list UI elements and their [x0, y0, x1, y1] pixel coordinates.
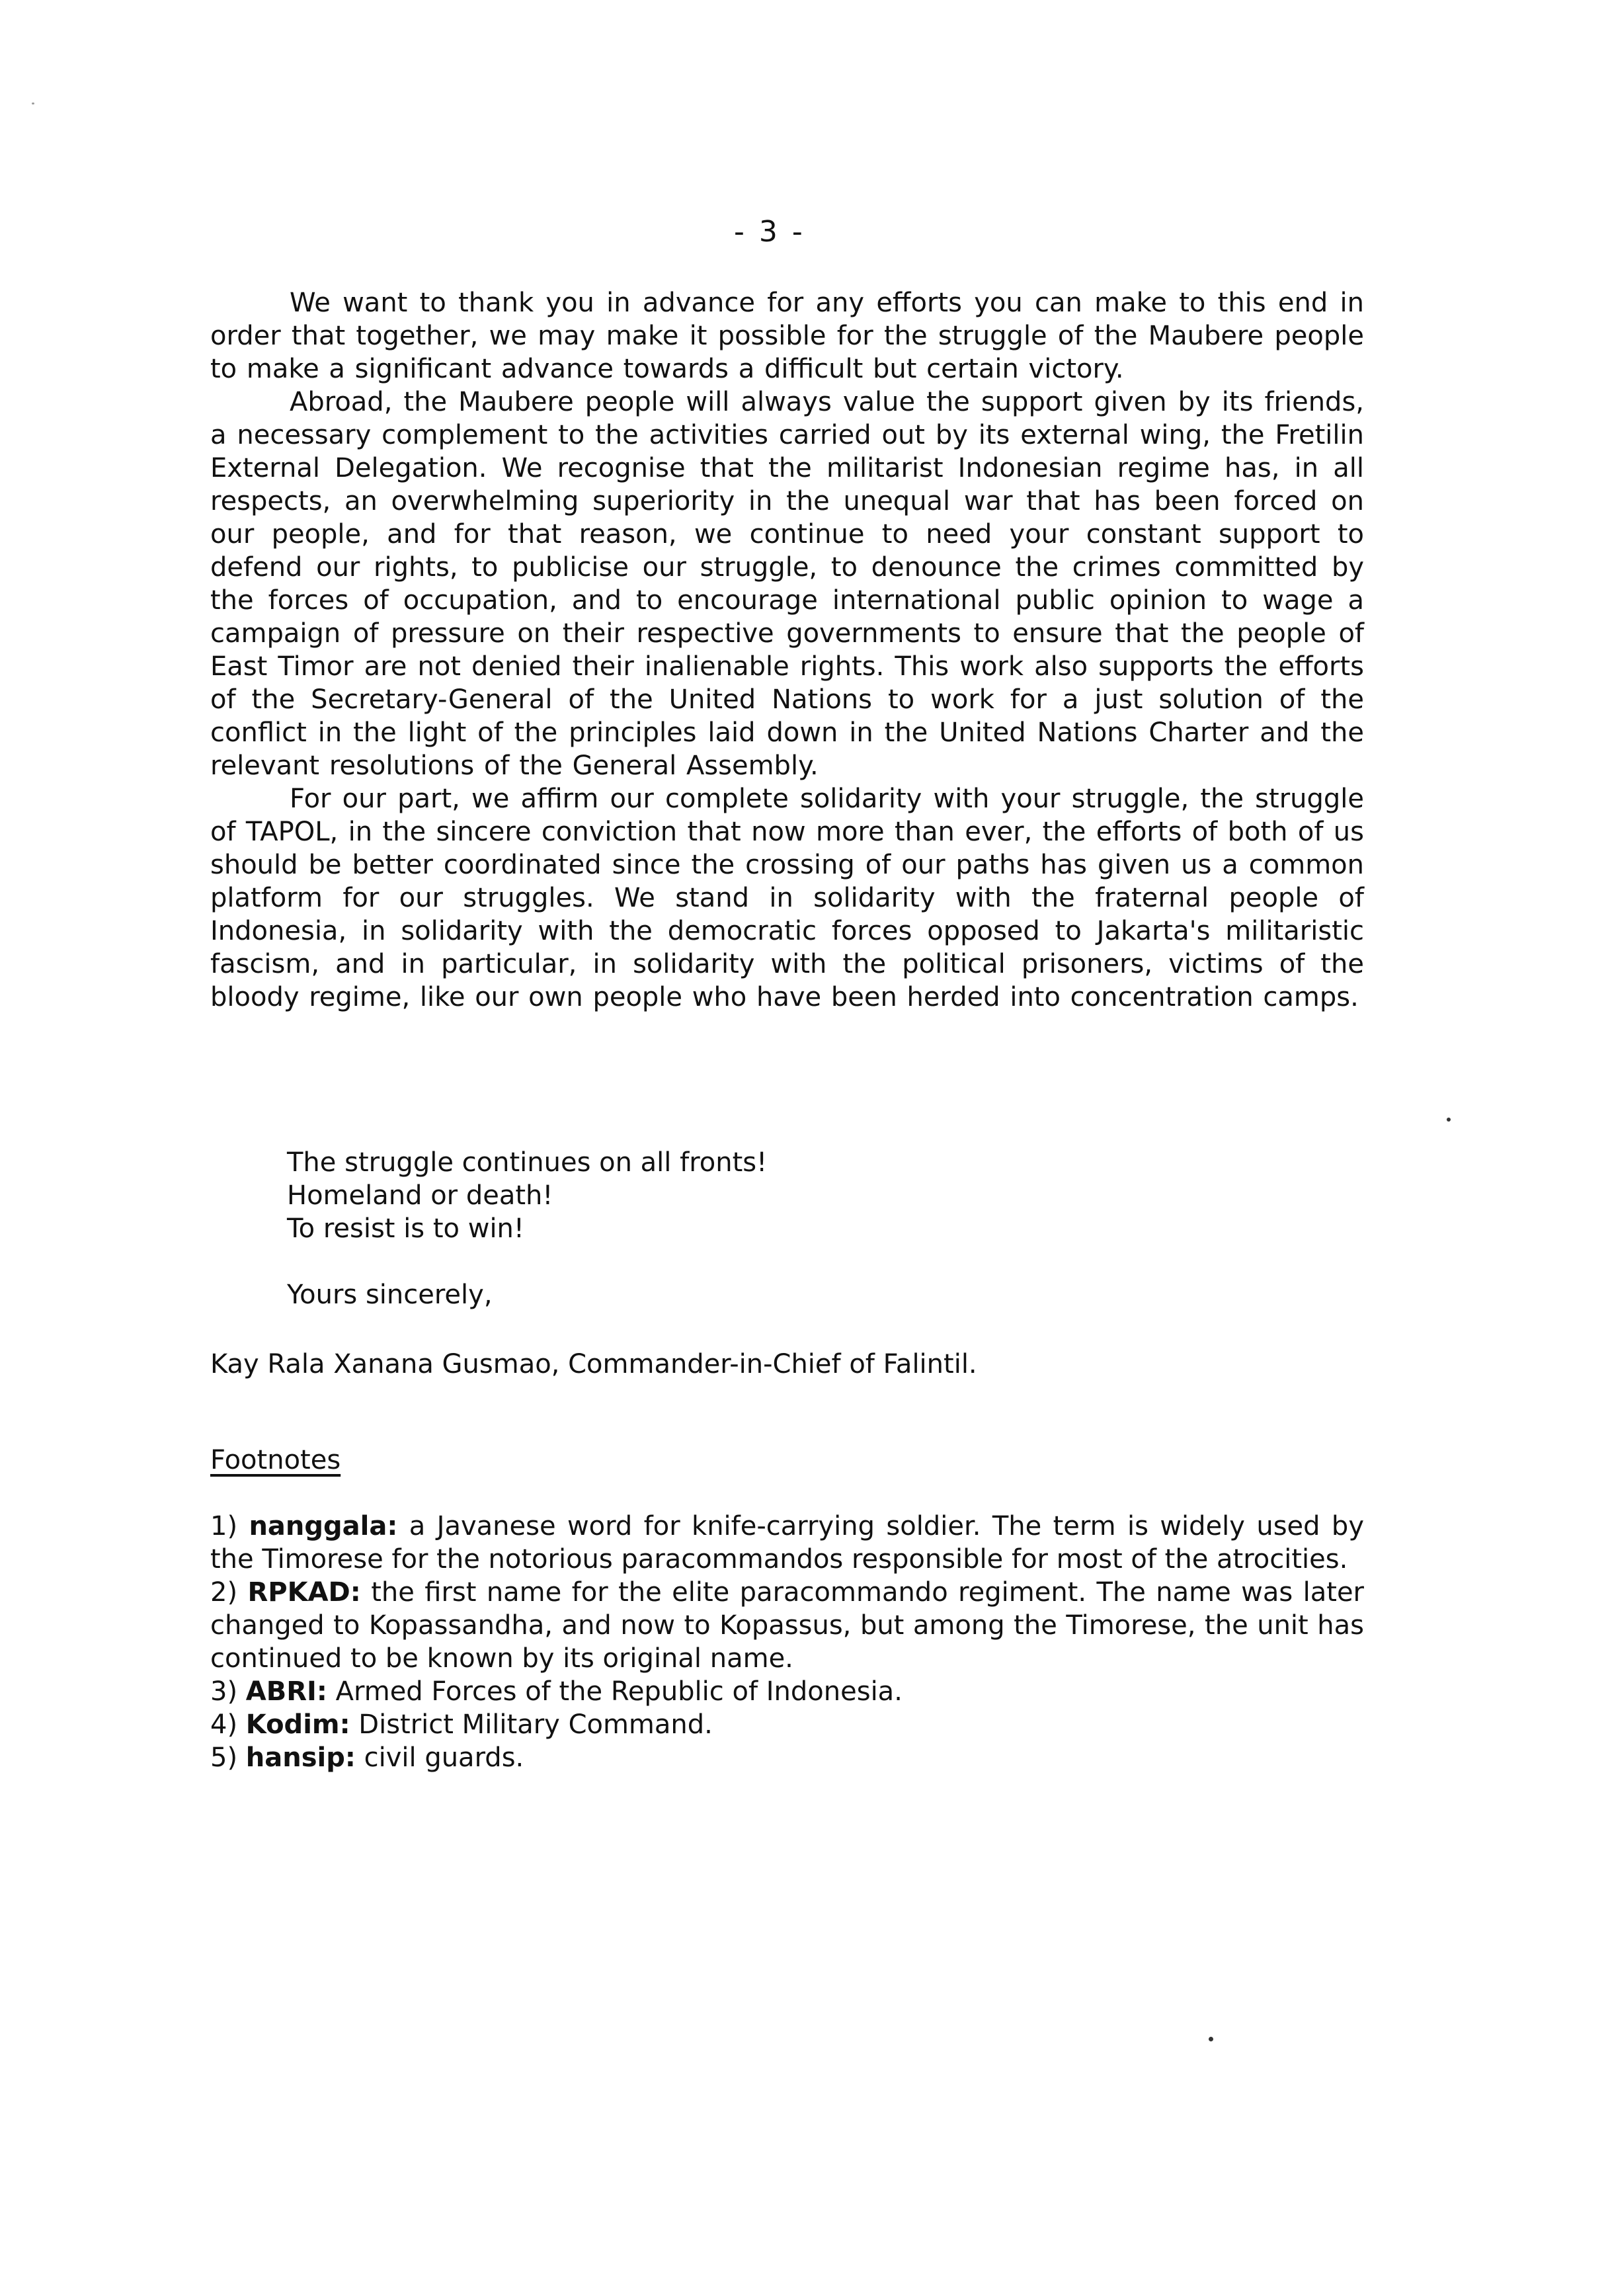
footnote [210, 1708, 1364, 1741]
footnote-term: RPKAD: [247, 1577, 361, 1608]
footnote-term: Kodim: [245, 1709, 350, 1740]
footnote-term: ABRI: [245, 1676, 327, 1707]
footnote-number: 5) [210, 1742, 238, 1773]
footnote-text: the first name for the elite paracommando regiment. The name was later changed to Kopassandha, and now to Kopassus, but among the Timorese, the unit has continued to be known by its original name. [210, 1577, 1364, 1674]
footnote [210, 1576, 1364, 1675]
slogan-line: The struggle continues on all fronts! [287, 1147, 768, 1178]
footnotes-heading: Footnotes [210, 1445, 341, 1475]
footnote-text: civil guards. [364, 1742, 524, 1773]
paragraph: Abroad, the Maubere people will always value the support given by its friends, a necessary complement to the activities carried out by its external wing, the Fretilin External Delegation. We recognise that the militarist Indonesian regime has, in all respects, an overwhelming superiority in the unequal war that has been forced on our people, and for that reason, we continue to need your constant support to defend our rights, to publicise our struggle, to denounce the crimes committed by the forces of occupation, and to encourage international public opinion to wage a campaign of pressure on their respective governments to ensure that the people of East Timor are not denied their inalienable rights. This work also supports the efforts of the Secretary-General of the United Nations to work for a just solution of the conflict in the light of the principles laid down in the United Nations Charter and the relevant resolutions of the General Assembly. [210, 387, 1364, 781]
footnotes-list [210, 1510, 1364, 1774]
footnote-text: a Javanese word for knife-carrying soldier. The term is widely used by the Timorese for the notorious paracommandos responsible for most of the atrocities. [210, 1511, 1364, 1575]
footnote [210, 1741, 1364, 1774]
slogan-line: To resist is to win! [287, 1213, 524, 1244]
page-number: - 3 - [734, 215, 805, 249]
footnote [210, 1675, 1364, 1708]
paragraph: For our part, we affirm our complete solidarity with your struggle, the struggle of TAPOL, in the sincere conviction that now more than ever, the efforts of both of us should be better coordinated since the crossing of our paths has given us a common platform for our struggles. We stand in solidarity with the fraternal people of Indonesia, in solidarity with the democratic forces opposed to Jakarta's militaristic fascism, and in particular, in solidarity with the political prisoners, victims of the bloody regime, like our own people who have been herded into concentration camps. [210, 784, 1364, 1012]
closing-salutation: Yours sincerely, [287, 1280, 493, 1310]
slogan-line: Homeland or death! [287, 1180, 553, 1211]
signature-line: Kay Rala Xanana Gusmao, Commander-in-Chief of Falintil. [210, 1349, 977, 1379]
scan-speck [1209, 2037, 1213, 2041]
paragraph: We want to thank you in advance for any efforts you can make to this end in order that together, we may make it possible for the struggle of the Maubere people to make a significant advance towards a difficult but certain victory. [210, 288, 1364, 384]
footnote-text: Armed Forces of the Republic of Indonesia. [335, 1676, 903, 1707]
scan-speck [1447, 1118, 1451, 1122]
footnote-number: 2) [210, 1577, 238, 1608]
footnote-term: hansip: [245, 1742, 356, 1773]
footnote-number: 3) [210, 1676, 238, 1707]
footnote-number: 1) [210, 1511, 238, 1541]
slogans [287, 1146, 767, 1245]
scan-speck [32, 102, 34, 104]
footnote-number: 4) [210, 1709, 238, 1740]
letter-body [210, 286, 1364, 1014]
footnote-term: nanggala: [249, 1511, 398, 1541]
footnote-text: District Military Command. [358, 1709, 713, 1740]
footnote [210, 1510, 1364, 1576]
